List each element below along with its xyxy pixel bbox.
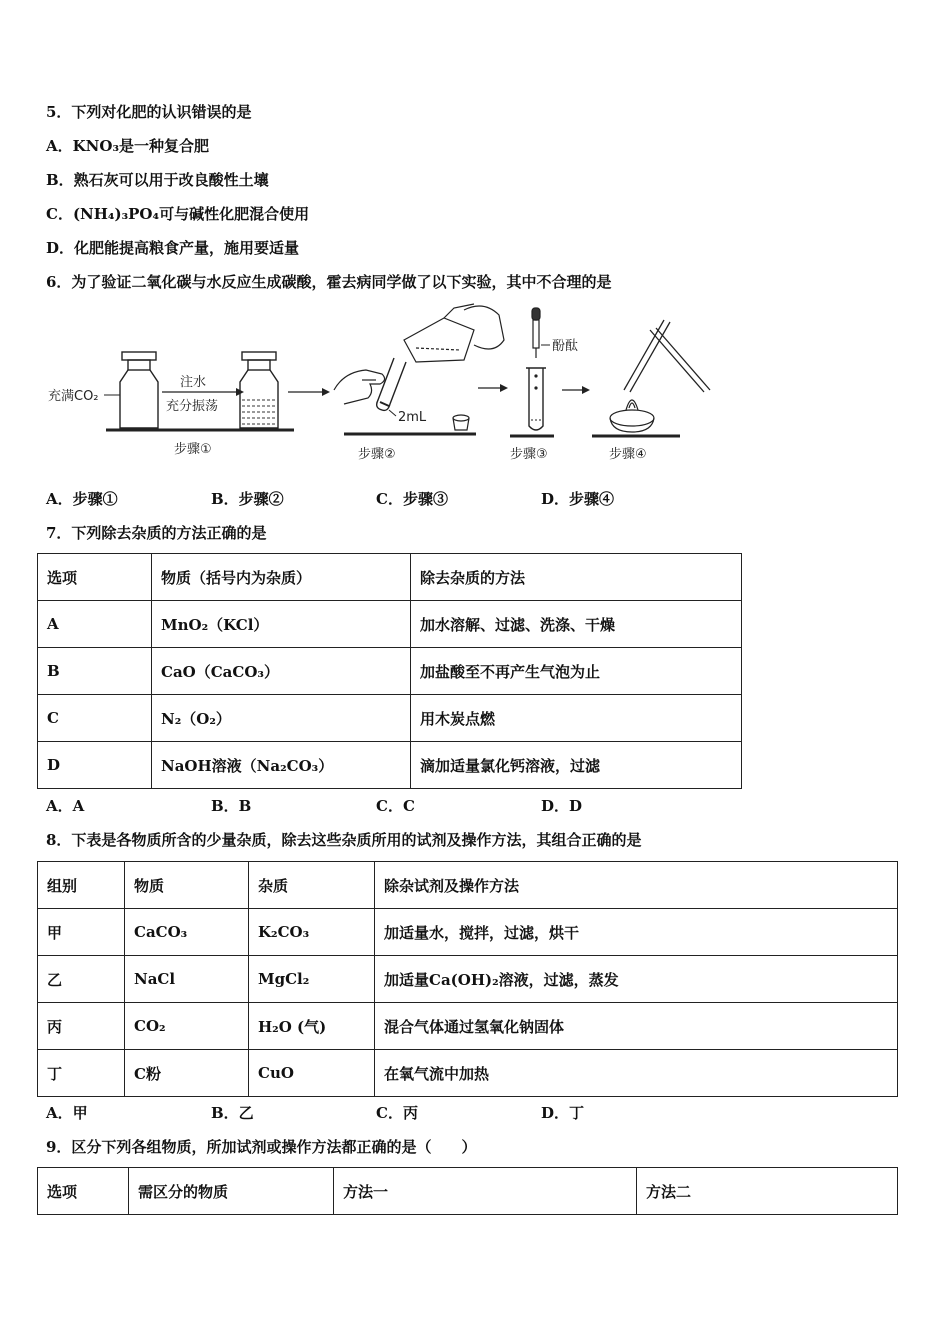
table-row <box>38 909 898 956</box>
q6-stem: 6．为了验证二氧化碳与水反应生成碳酸，霍去病同学做了以下实验，其中不合理的是 <box>46 273 612 291</box>
co2-label: 充满CO₂ <box>48 389 99 404</box>
stopper <box>453 415 469 430</box>
gas-bottle-dry <box>120 352 158 428</box>
table-cell: A <box>38 601 152 648</box>
volume-label: 2mL <box>398 410 427 425</box>
q7-option-c: C．C <box>376 797 415 815</box>
table-cell: 乙 <box>38 956 125 1003</box>
table-cell: 丁 <box>38 1050 125 1097</box>
q8-table <box>37 861 898 1097</box>
table-cell: CaO（CaCO₃） <box>152 648 411 695</box>
table-cell: 丙 <box>38 1003 125 1050</box>
table-cell: 加水溶解、过滤、洗涤、干燥 <box>411 601 742 648</box>
q6-option-d: D．步骤④ <box>541 490 615 508</box>
table-cell: 混合气体通过氢氧化钠固体 <box>375 1003 898 1050</box>
q8-option-b: B．乙 <box>211 1104 254 1122</box>
header-cell: 组别 <box>38 862 125 909</box>
shake-label: 充分振荡 <box>166 399 219 414</box>
q5-option-d: D．化肥能提高粮食产量，施用要适量 <box>46 239 300 257</box>
header-cell: 杂质 <box>249 862 375 909</box>
table-cell: B <box>38 648 152 695</box>
q5-option-b: B．熟石灰可以用于改良酸性土壤 <box>46 171 269 189</box>
q8-stem: 8．下表是各物质所含的少量杂质，除去这些杂质所用的试剂及操作方法，其组合正确的是 <box>46 831 642 849</box>
step2-label: 步骤② <box>358 447 396 462</box>
table-cell: CaCO₃ <box>125 909 249 956</box>
dropper <box>532 308 540 358</box>
header-cell: 除去杂质的方法 <box>411 554 742 601</box>
alcohol-lamp <box>610 400 654 432</box>
table-cell: 用木炭点燃 <box>411 695 742 742</box>
table-cell: 加适量水，搅拌，过滤，烘干 <box>375 909 898 956</box>
q9-table <box>37 1167 898 1215</box>
table-cell: D <box>38 742 152 789</box>
table-cell: C <box>38 695 152 742</box>
table-row <box>38 1003 898 1050</box>
q6-options <box>46 489 746 509</box>
inject-water-label: 注水 <box>180 375 207 390</box>
table-row <box>38 601 742 648</box>
q7-option-b: B．B <box>211 797 252 815</box>
q5-option-c: C．(NH₄)₃PO₄可与碱性化肥混合使用 <box>46 205 310 223</box>
q7-table <box>37 553 742 789</box>
header-cell: 物质 <box>125 862 249 909</box>
table-cell: CuO <box>249 1050 375 1097</box>
step4-label: 步骤④ <box>609 447 647 462</box>
header-cell: 选项 <box>38 554 152 601</box>
table-cell: H₂O (气) <box>249 1003 375 1050</box>
table-row <box>38 1050 898 1097</box>
table-cell: 在氧气流中加热 <box>375 1050 898 1097</box>
table-cell: NaCl <box>125 956 249 1003</box>
header-cell: 方法一 <box>334 1168 637 1215</box>
step1-label: 步骤① <box>174 442 212 457</box>
table-row <box>38 956 898 1003</box>
q5-stem: 5．下列对化肥的认识错误的是 <box>46 103 252 121</box>
header-cell: 选项 <box>38 1168 129 1215</box>
q8-option-c: C．丙 <box>376 1104 418 1122</box>
q6-option-b: B．步骤② <box>211 490 284 508</box>
hand-left <box>334 370 385 404</box>
experiment-figure <box>44 300 724 470</box>
q5-option-a: A．KNO₃是一种复合肥 <box>46 137 210 155</box>
table-row <box>38 695 742 742</box>
q7-stem: 7．下列除去杂质的方法正确的是 <box>46 524 267 542</box>
table-row <box>38 648 742 695</box>
table-cell: K₂CO₃ <box>249 909 375 956</box>
table-header-row <box>38 862 898 909</box>
test-tube-holder <box>624 320 710 392</box>
table-cell: N₂（O₂） <box>152 695 411 742</box>
header-cell: 物质（括号内为杂质） <box>152 554 411 601</box>
pouring-bottle <box>404 304 504 362</box>
q7-option-d: D．D <box>541 797 583 815</box>
q7-options <box>46 796 746 816</box>
gas-bottle-water <box>240 352 278 428</box>
q6-option-c: C．步骤③ <box>376 490 448 508</box>
table-cell: MgCl₂ <box>249 956 375 1003</box>
table-header-row <box>38 554 742 601</box>
q9-stem: 9．区分下列各组物质，所加试剂或操作方法都正确的是（ ） <box>46 1138 477 1156</box>
header-cell: 方法二 <box>637 1168 898 1215</box>
q6-option-a: A．步骤① <box>46 490 118 508</box>
table-header-row <box>38 1168 898 1215</box>
q8-option-d: D．丁 <box>541 1104 585 1122</box>
table-cell: 甲 <box>38 909 125 956</box>
table-cell: 滴加适量氯化钙溶液，过滤 <box>411 742 742 789</box>
step3-label: 步骤③ <box>510 447 548 462</box>
table-cell: 加适量Ca(OH)₂溶液，过滤，蒸发 <box>375 956 898 1003</box>
q8-option-a: A．甲 <box>46 1104 88 1122</box>
header-cell: 需区分的物质 <box>129 1168 334 1215</box>
q7-option-a: A．A <box>46 797 85 815</box>
table-cell: NaOH溶液（Na₂CO₃） <box>152 742 411 789</box>
header-cell: 除杂试剂及操作方法 <box>375 862 898 909</box>
table-cell: C粉 <box>125 1050 249 1097</box>
q8-options <box>46 1103 746 1123</box>
reagent-label: 酚酞 <box>552 339 579 354</box>
table-cell: CO₂ <box>125 1003 249 1050</box>
table-cell: MnO₂（KCl） <box>152 601 411 648</box>
table-cell: 加盐酸至不再产生气泡为止 <box>411 648 742 695</box>
table-row <box>38 742 742 789</box>
